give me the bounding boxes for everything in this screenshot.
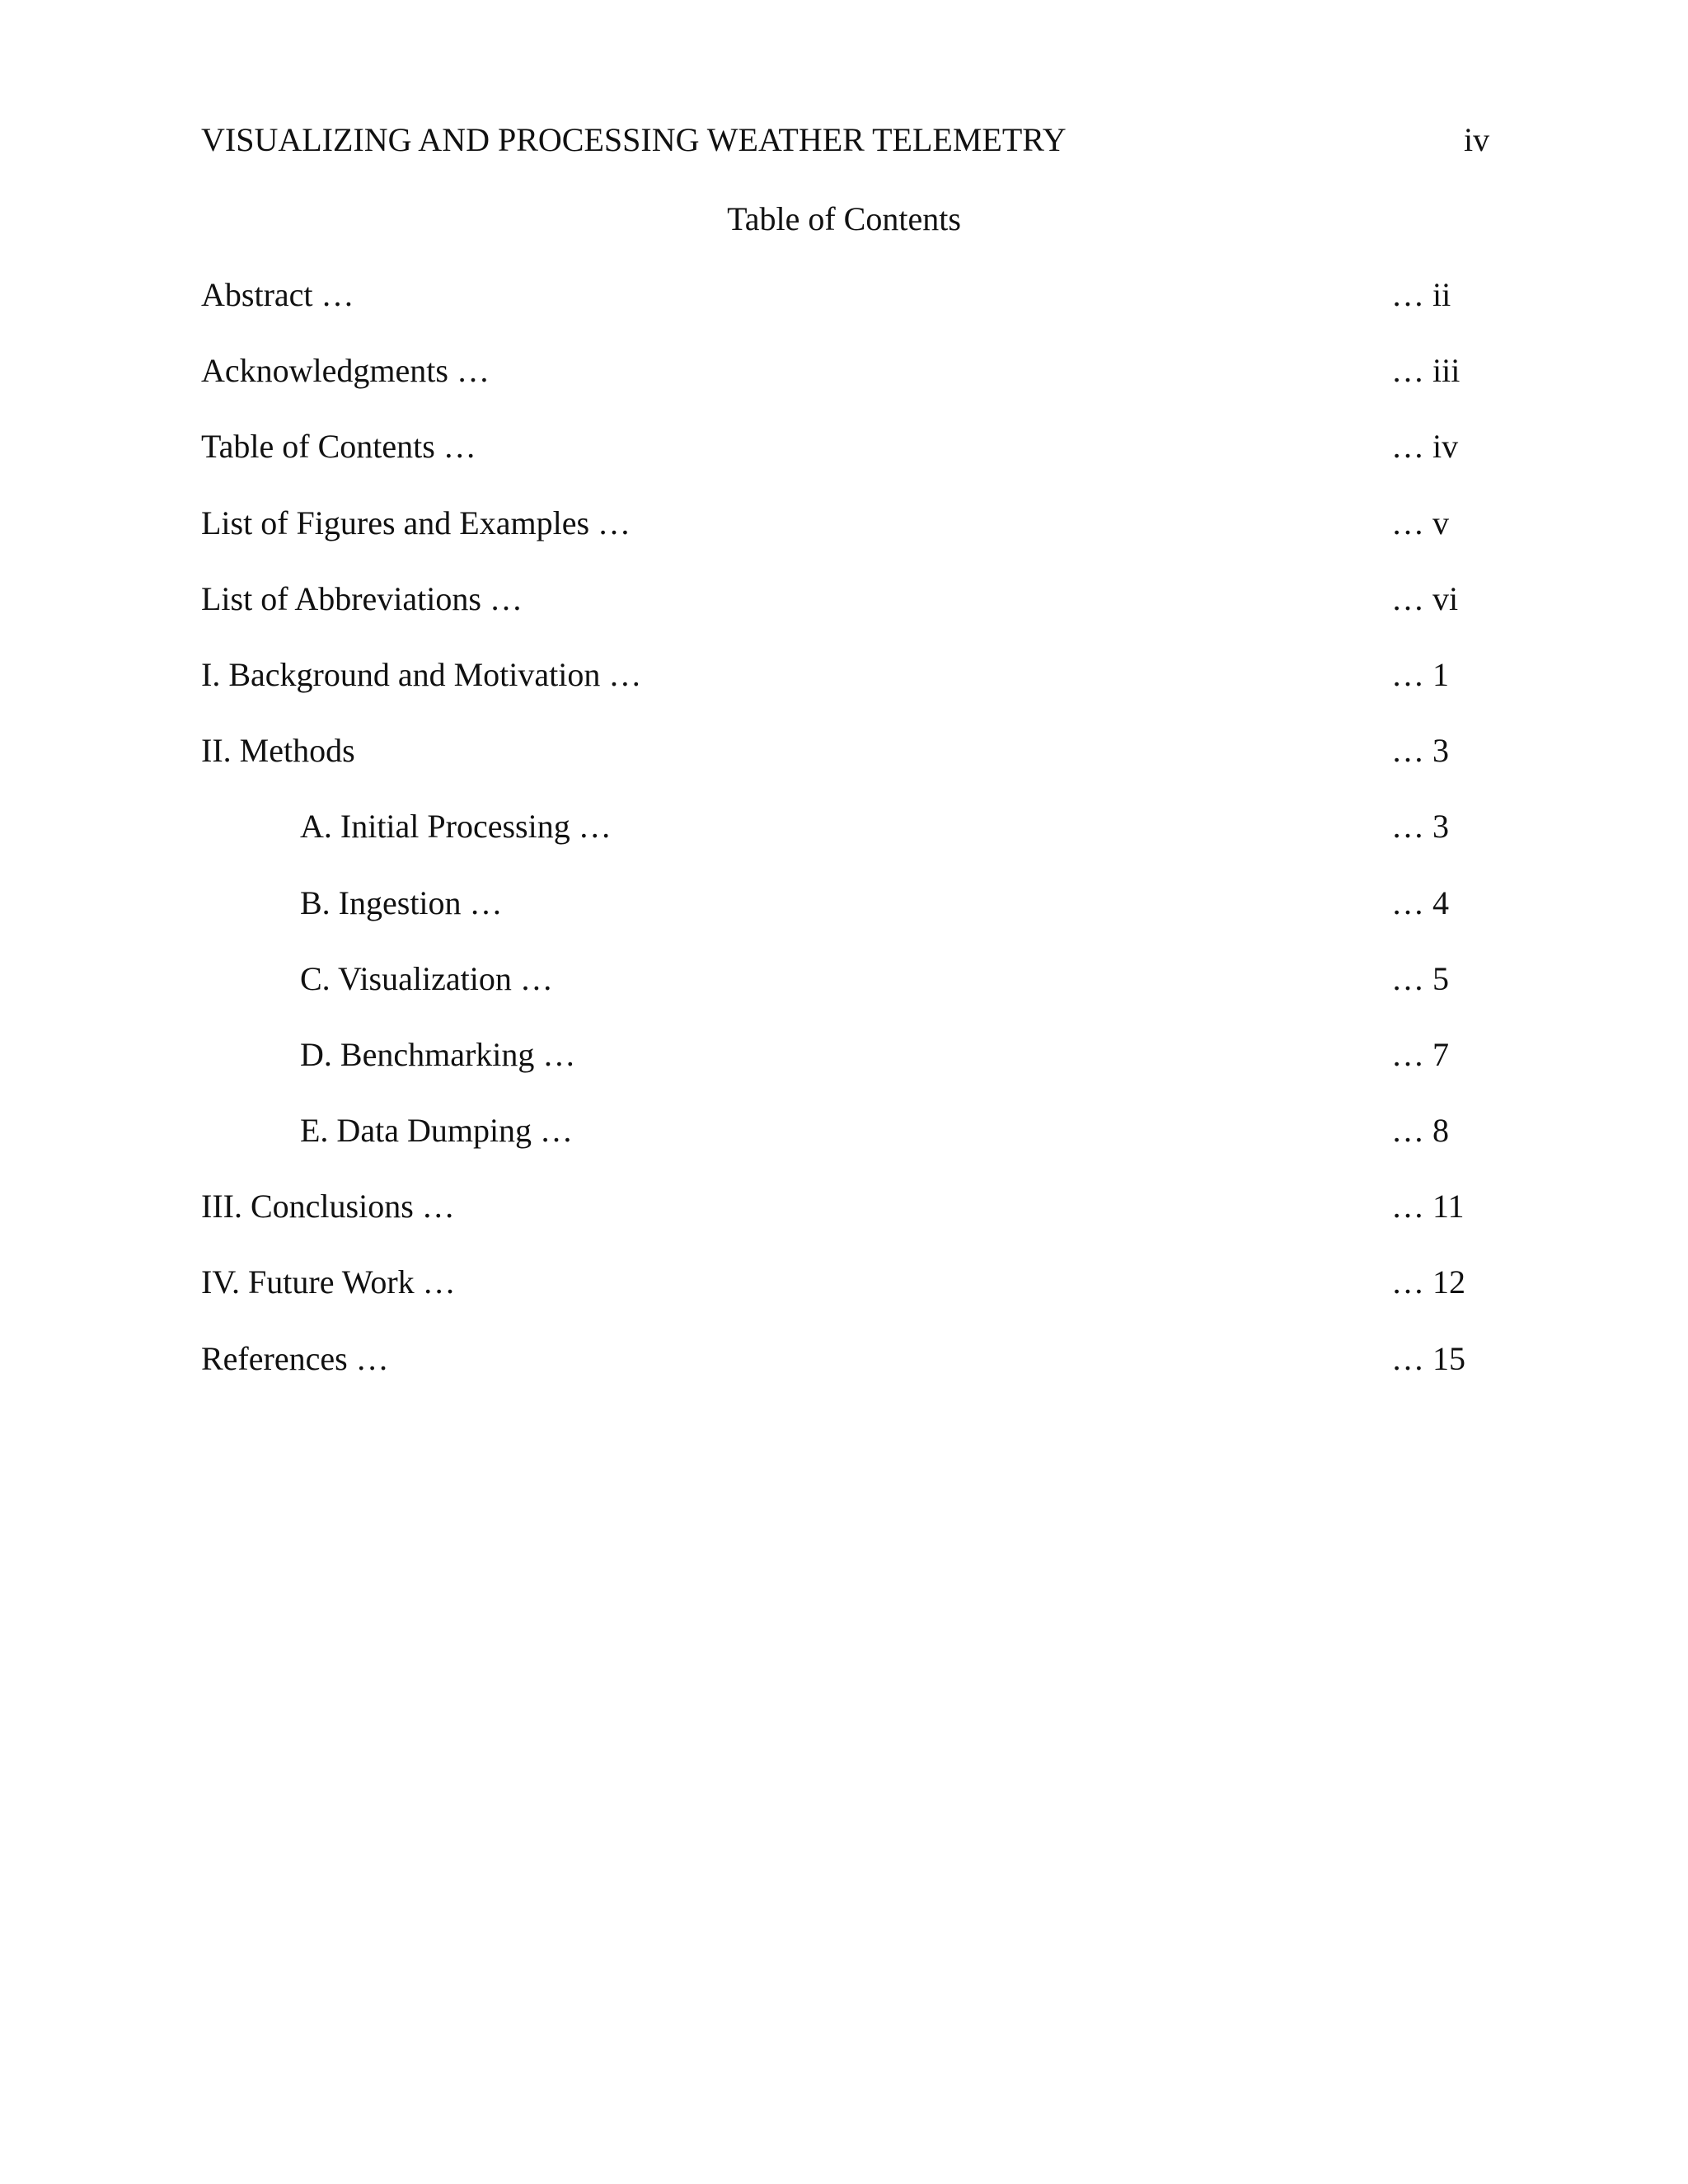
toc-entry-page: … 3 (1391, 732, 1449, 770)
toc-entry-label: C. Visualization … (300, 959, 553, 997)
toc-entry-list-of-figures (201, 504, 1503, 579)
toc-entry-page: … iv (1391, 428, 1459, 466)
toc-entry-table-of-contents (201, 427, 1503, 503)
page-number: iv (1464, 121, 1490, 158)
toc-entry-label: Abstract … (201, 276, 354, 313)
toc-entry-page: … 4 (1391, 883, 1449, 921)
toc-entry-methods (201, 731, 1503, 807)
toc-entry-page: … 11 (1391, 1188, 1465, 1226)
toc-entry-label: List of Figures and Examples … (201, 504, 631, 541)
toc-entry-future-work (201, 1263, 1503, 1338)
toc-entry-page: … 12 (1391, 1263, 1465, 1301)
toc-entry-visualization (201, 959, 1503, 1035)
toc-entry-page: … 15 (1391, 1339, 1465, 1377)
toc-entry-label: Table of Contents … (201, 428, 476, 466)
toc-title: Table of Contents (727, 200, 961, 237)
toc-entry-page: … 3 (1391, 808, 1449, 846)
toc-entry-initial-processing (201, 807, 1503, 883)
toc-entry-label: List of Abbreviations … (201, 579, 523, 617)
toc-entry-acknowledgments (201, 351, 1503, 427)
toc-entry-label: References … (201, 1339, 389, 1377)
toc-entry-page: … 1 (1391, 655, 1449, 693)
toc-entry-page: … vi (1391, 579, 1459, 617)
toc-entry-page: … 7 (1391, 1035, 1449, 1073)
toc-entry-label: IV. Future Work … (201, 1263, 456, 1301)
toc-entry-references (201, 1339, 1503, 1415)
toc-list (201, 275, 1503, 1415)
toc-entry-data-dumping (201, 1111, 1503, 1187)
toc-entry-page: … 8 (1391, 1112, 1449, 1150)
toc-entry-label: I. Background and Motivation … (201, 655, 642, 693)
toc-entry-ingestion (201, 883, 1503, 959)
toc-entry-page: … iii (1391, 352, 1461, 390)
toc-entry-label: D. Benchmarking … (300, 1035, 576, 1073)
toc-entry-label: B. Ingestion … (300, 883, 503, 921)
toc-entry-benchmarking (201, 1035, 1503, 1111)
toc-entry-label: II. Methods (201, 732, 355, 770)
toc-entry-page: … v (1391, 504, 1449, 541)
toc-entry-abstract (201, 275, 1503, 351)
toc-entry-background (201, 655, 1503, 731)
toc-entry-list-of-abbreviations (201, 579, 1503, 655)
toc-entry-page: … 5 (1391, 959, 1449, 997)
toc-entry-label: A. Initial Processing … (300, 808, 612, 846)
running-head: VISUALIZING AND PROCESSING WEATHER TELEMETRY (201, 121, 1067, 158)
toc-entry-label: Acknowledgments … (201, 352, 490, 390)
toc-entry-conclusions (201, 1187, 1503, 1263)
toc-entry-label: III. Conclusions … (201, 1188, 455, 1226)
toc-entry-label: E. Data Dumping … (300, 1112, 574, 1150)
toc-entry-page: … ii (1391, 276, 1451, 313)
